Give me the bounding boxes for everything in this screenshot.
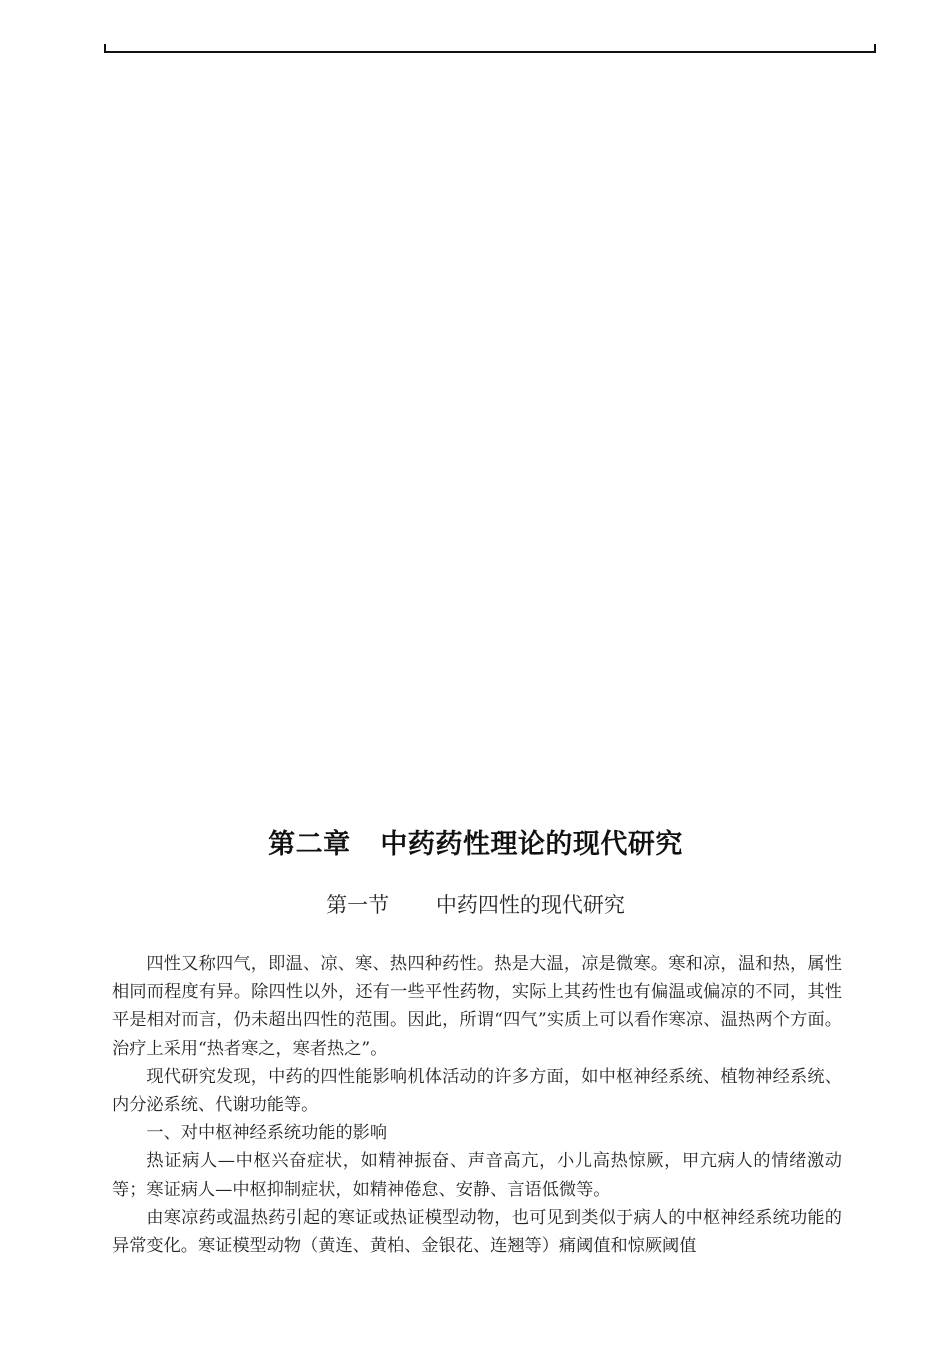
body-text <box>112 950 842 1260</box>
paragraph: 由寒凉药或温热药引起的寒证或热证模型动物，也可见到类似于病人的中枢神经系统功能的异常变化。寒证模型动物（黄连、黄柏、金银花、连翘等）痛阈值和惊厥阈值 <box>112 1207 842 1257</box>
subheading: 一、对中枢神经系统功能的影响 <box>146 1123 388 1144</box>
chapter-title: 第二章 中药药性理论的现代研究 <box>268 829 683 860</box>
section-title: 第一节 中药四性的现代研究 <box>326 893 625 917</box>
paragraph: 热证病人—中枢兴奋症状，如精神振奋、声音高亢，小儿高热惊厥，甲亢病人的情绪激动等；寒证病人—中枢抑制症状，如精神倦怠、安静、言语低微等。 <box>112 1151 842 1200</box>
paragraph: 四性又称四气，即温、凉、寒、热四种药性。热是大温，凉是微寒。寒和凉，温和热，属性相同而程度有异。除四性以外，还有一些平性药物，实际上其药性也有偏温或偏凉的不同，其性平是相对而言，仍未超出四性的范围。因此，所谓“四气”实质上可以看作寒凉、温热两个方面。治疗上采用“热者寒之，寒者热之”。 <box>112 954 842 1059</box>
paragraph: 现代研究发现，中药的四性能影响机体活动的许多方面，如中枢神经系统、植物神经系统、内分泌系统、代谢功能等。 <box>112 1066 842 1116</box>
header-rule <box>104 44 876 53</box>
